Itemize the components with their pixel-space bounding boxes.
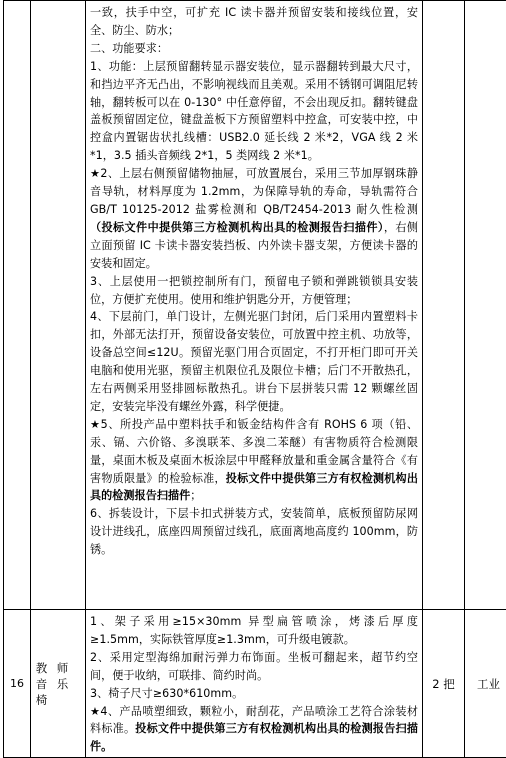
spec-paragraph: [90, 613, 418, 649]
item-name-cell: [31, 1, 86, 610]
spec-text: ，右侧立面预留 IC 卡读卡器安装挡板、内外读卡器支架，方便读卡器的安装和固定。: [90, 221, 418, 270]
spec-text-bold: （投标文件中提供第三方检测机构出具的检测报告扫描件）: [90, 221, 384, 234]
spec-text: 6、拆装设计，下层卡扣式拼装方式，安装简单，底板预留防尿网设计进线孔，底座四周预留过线孔，底面离地高度约 100mm，防锈。: [90, 507, 418, 556]
item-number-cell: [4, 1, 31, 610]
spec-paragraph: [90, 165, 418, 272]
spec-paragraph: [90, 273, 418, 309]
item-number-cell: 16: [4, 610, 31, 758]
spec-text-bold: 投标文件中提供第三方有权检测机构出具的检测报告扫描件。: [90, 722, 418, 753]
spec-paragraph: [90, 505, 418, 559]
spec-text: ★2、上层右侧预留储物抽屉，可放置展台，采用三节加厚钢珠静音导轨，材料厚度为 1.2mm，为保障导轨的寿命，导轨需符合 GB/T 10125-2012 盐雾检测和 QB/T2454-2013 耐久性检测: [90, 167, 418, 216]
spec-paragraph: [90, 416, 418, 506]
spec-paragraph: [90, 58, 418, 165]
spec-text-bold: 投标文件中提供第三方有权检测机构出具的检测报告扫描件: [90, 472, 418, 503]
spec-text: 4、下层前门，单门设计，左侧光驱门封闭，后门采用内置塑料卡扣，外部无法打开，预留设备安装位，可放置中控主机、功放等，设备总空间≤12U。预留光驱门用合页固定，不打开柜门即可开关电脑和使用光驱，预留主机限位孔及限位卡槽；后门不开散热孔，左右两侧采用竖排圆标散热孔。讲台下层拼装只需 12 颗螺丝固定，安装完毕没有螺丝外露，科学便捷。: [90, 310, 418, 413]
spec-text: 一致，扶手中空，可扩充 IC 读卡器并预留安装和接线位置，安全、防尘、防水；: [90, 6, 418, 37]
spec-text: 2、采用定型海绵加耐污弹力布饰面。坐板可翻起来，超节约空间，便于收纳，可联排、简约时尚。: [90, 651, 418, 682]
quantity-cell: [423, 1, 465, 610]
spec-paragraph: [90, 649, 418, 685]
table-row: [4, 1, 506, 610]
spec-description-cell: [86, 610, 423, 758]
spec-text: ；: [190, 489, 201, 502]
spec-paragraph: [90, 40, 418, 58]
spec-text: ★5、所投产品中塑料扶手和钣金结构件含有 ROHS 6 项（铅、汞、镉、六价铬、多溴联苯、多溴二苯醚）有害物质符合检测限量，桌面木板及桌面木板涂层中甲醛释放量和重金属含量符合《有害物质限量》的检验标准，: [90, 418, 418, 485]
quantity-cell: 2 把: [423, 610, 465, 758]
spec-description-cell: [86, 1, 423, 610]
item-name-cell: [31, 610, 86, 758]
unit-cell: [465, 1, 506, 610]
spec-paragraph: [90, 685, 418, 703]
spec-table: [3, 0, 506, 758]
unit-cell: 工业: [465, 610, 506, 758]
spec-text: 3、上层使用一把锁控制所有门，预留电子锁和弹跳锁锁具安装位，方便扩充使用。使用和维护钥匙分开，方便管理；: [90, 275, 418, 306]
spec-text: ★4、产品喷塑细致，颗粒小，耐刮花，产品喷涂工艺符合涂装材料标准。: [90, 705, 418, 736]
spec-paragraph: [90, 308, 418, 415]
table-row: [4, 610, 506, 758]
spec-text: 1、功能：上层预留翻转显示器安装位，显示器翻转到最大尺寸，和挡边平齐无凸出，不影响视线而且美观。采用不锈钢可调阻尼转轴，翻转板可以在 0-130° 中任意停留，不会出现反扣。翻转键盘盖板预留固定位，键盘盖板下方预留塑料中控盒，可安装中控，中控盒内置锯齿状扎线槽：USB2.0 延长线 2 米*2，VGA 线 2 米*1，3.5 插头音频线 2*1，5 类网线 2 米*1。: [90, 60, 418, 163]
spec-paragraph: [90, 703, 418, 757]
item-name-part-1: 教音椅: [35, 660, 48, 708]
spec-text: 二、功能要求：: [90, 42, 168, 55]
spec-text: 1、架子采用≥15×30mm 异型扁管喷涂，烤漆后厚度≥1.5mm，实际铁管厚度≥1.3mm，可升级电镀款。: [90, 615, 418, 646]
spec-text: 3、椅子尺寸≥630*610mm。: [90, 687, 243, 700]
item-name-part-2: 师乐: [56, 660, 69, 692]
spec-paragraph: [90, 4, 418, 40]
